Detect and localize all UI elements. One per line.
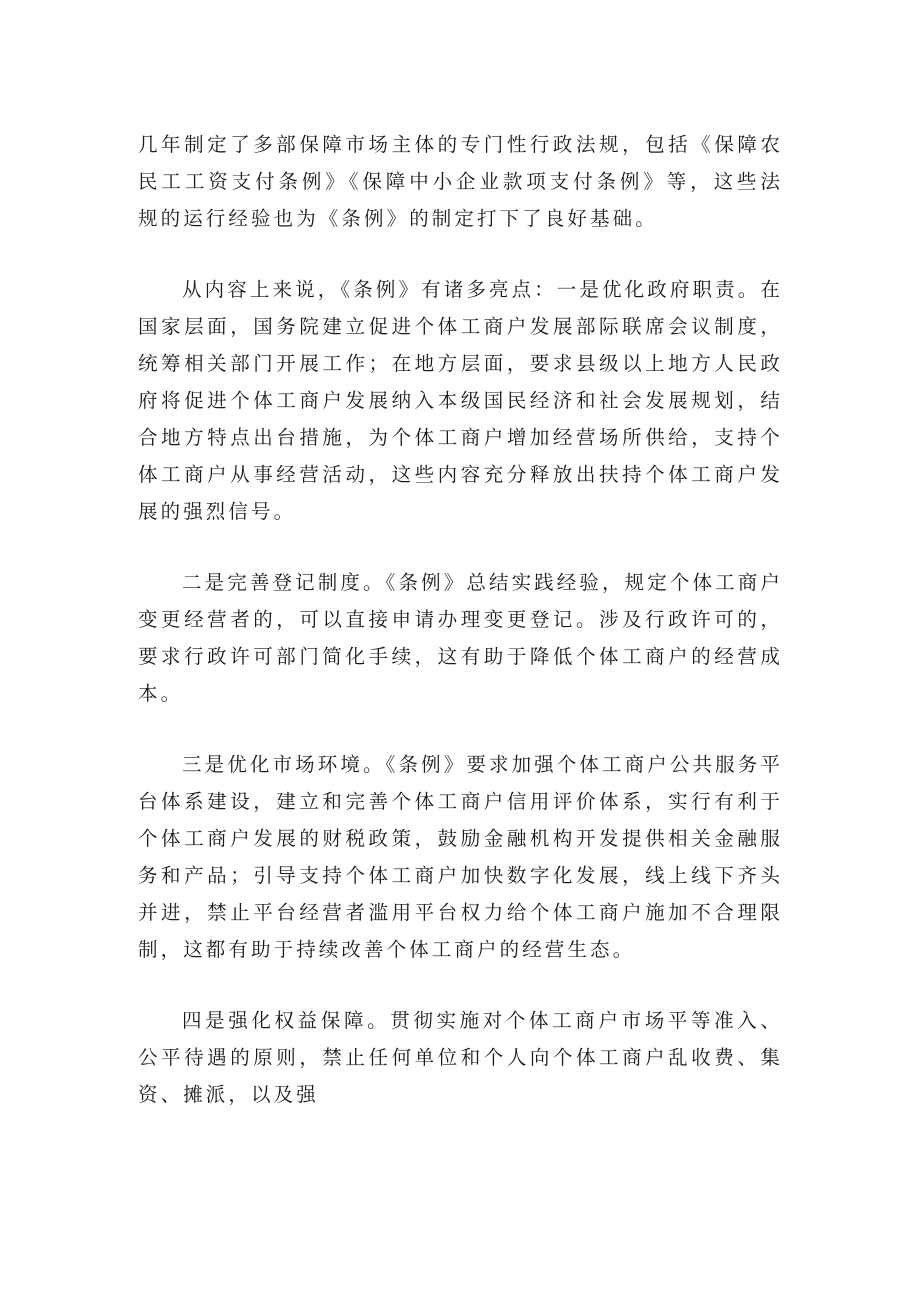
paragraph-continuation: 几年制定了多部保障市场主体的专门性行政法规，包括《保障农民工工资支付条例》《保障中小企业款项支付条例》等，这些法规的运行经验也为《条例》的制定打下了良好基础。 (138, 133, 783, 230)
paragraph-content-highlights: 从内容上来说，《条例》有诸多亮点：一是优化政府职责。在国家层面，国务院建立促进个体工商户发展部际联席会议制度，统筹相关部门开展工作；在地方层面，要求县级以上地方人民政府将促进个体工商户发展纳入本级国民经济和社会发展规划，结合地方特点出台措施，为个体工商户增加经营场所供给，支持个体工商户从事经营活动，这些内容充分释放出扶持个体工商户发展的强烈信号。 (138, 278, 783, 523)
paragraph-rights-protection: 四是强化权益保障。贯彻实施对个体工商户市场平等准入、公平待遇的原则，禁止任何单位和个人向个体工商户乱收费、集资、摊派，以及强 (138, 1009, 783, 1106)
paragraph-registration-system: 二是完善登记制度。《条例》总结实践经验，规定个体工商户变更经营者的，可以直接申请办理变更登记。涉及行政许可的，要求行政许可部门简化手续，这有助于降低个体工商户的经营成本。 (138, 571, 783, 705)
paragraph-market-environment: 三是优化市场环境。《条例》要求加强个体工商户公共服务平台体系建设，建立和完善个体工商户信用评价体系，实行有利于个体工商户发展的财税政策，鼓励金融机构开发提供相关金融服务和产品；引导支持个体工商户加快数字化发展，线上线下齐头并进，禁止平台经营者滥用平台权力给个体工商户施加不合理限制，这都有助于持续改善个体工商户的经营生态。 (138, 753, 783, 961)
document-body (138, 126, 783, 1113)
